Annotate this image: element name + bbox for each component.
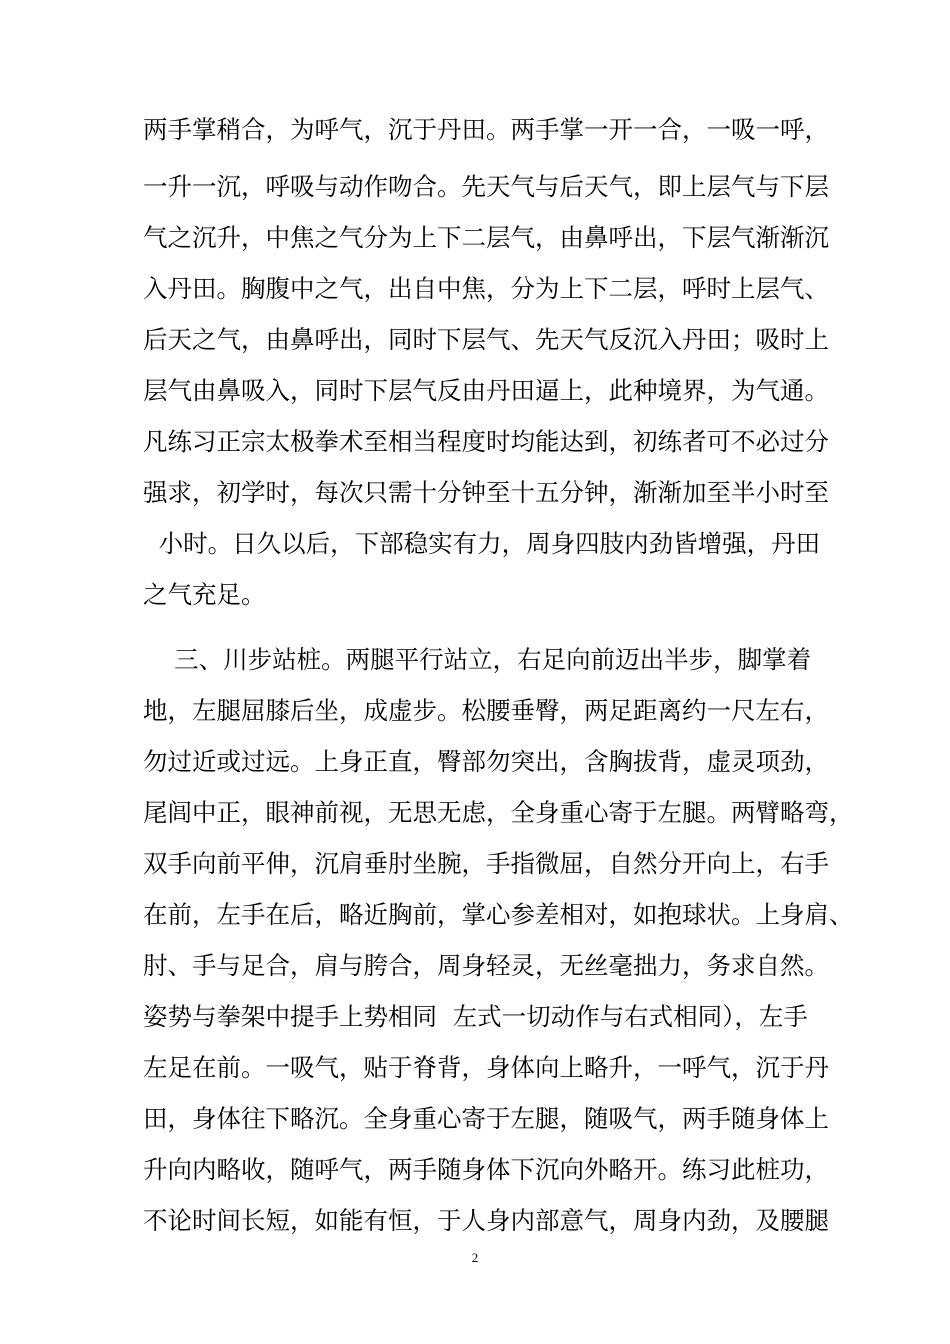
text-line: 强求，初学时，每次只需十分钟至十五分钟，渐渐加至半小时至 (143, 478, 829, 507)
text-line: 后天之气，由鼻呼出，同时下层气、先天气反沉入丹田；吸时上 (143, 325, 829, 354)
text-line: 姿势与拳架中提手上势相同 左式一切动作与右式相同），左手 (143, 1002, 808, 1031)
text-line: 肘、手与足合，肩与胯合，周身轻灵，无丝毫拙力，务求自然。 (143, 951, 829, 980)
text-line: 地，左腿屈膝后坐，成虚步。松腰垂臀，两足距离约一尺左右， (143, 696, 829, 725)
text-line: 一升一沉，呼吸与动作吻合。先天气与后天气，即上层气与下层 (143, 172, 829, 201)
text-line: 勿过近或过远。上身正直，臀部勿突出，含胸拔背，虚灵项劲， (143, 747, 829, 776)
text-line: 在前，左手在后，略近胸前，掌心参差相对，如抱球状。上身肩、 (143, 900, 854, 929)
text-line: 升向内略收，随呼气，两手随身体下沉向外略开。练习此桩功， (143, 1155, 829, 1184)
text-line: 层气由鼻吸入，同时下层气反由丹田逼上，此种境界，为气通。 (143, 376, 829, 405)
text-line: 双手向前平伸，沉肩垂肘坐腕，手指微屈，自然分开向上，右手 (143, 849, 829, 878)
text-line: 凡练习正宗太极拳术至相当程度时均能达到，初练者可不必过分 (143, 427, 829, 456)
text-line: 两手掌稍合，为呼气，沉于丹田。两手掌一开一合，一吸一呼， (143, 115, 829, 144)
text-line: 气之沉升，中焦之气分为上下二层气，由鼻呼出，下层气渐渐沉 (143, 223, 829, 252)
text-line: 尾闾中正，眼神前视，无思无虑，全身重心寄于左腿。两臂略弯， (143, 798, 854, 827)
page-number: 2 (471, 1250, 479, 1265)
text-line: 三、川步站桩。两腿平行站立，右足向前迈出半步，脚掌着 (143, 645, 812, 674)
text-line: 左足在前。一吸气，贴于脊背，身体向上略升，一呼气，沉于丹 (143, 1053, 829, 1082)
text-line: 不论时间长短，如能有恒，于人身内部意气，周身内劲，及腰腿 (143, 1206, 829, 1235)
text-line: 小时。日久以后，下部稳实有力，周身四肢内劲皆增强，丹田 (143, 529, 821, 558)
text-line: 田，身体往下略沉。全身重心寄于左腿，随吸气，两手随身体上 (143, 1104, 829, 1133)
text-line: 之气充足。 (143, 580, 266, 609)
text-line: 入丹田。胸腹中之气，出自中焦，分为上下二层，呼时上层气、 (143, 274, 829, 303)
